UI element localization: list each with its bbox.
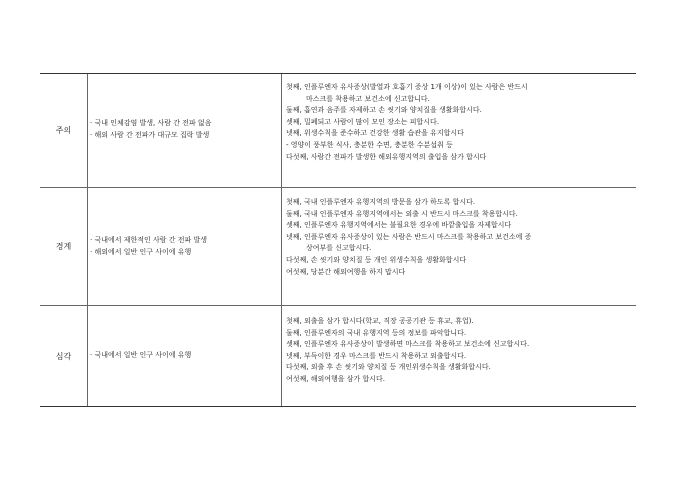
alert-level-label: 심각 [55, 352, 72, 361]
action-list [286, 316, 634, 386]
action-item: 둘째, 흡연과 음주를 자제하고 손 씻기와 양치질을 생활화합시다. [286, 106, 482, 115]
action-item: 넷째, 인플루엔자 유사증상이 있는 사람은 반드시 마스크를 착용하고 보건소에 증 [286, 232, 532, 241]
condition-item: · 해외에서 일반 인구 사이에 유행 [90, 248, 192, 256]
action-item: 넷째, 부득이한 경우 마스크를 반드시 착용하고 외출합시다. [286, 351, 467, 360]
alert-level-table [40, 73, 636, 407]
action-item: 여섯째, 해외여행을 삼가 합시다. [286, 374, 386, 383]
table-row-serious [40, 306, 636, 407]
condition-list [90, 234, 280, 258]
action-item: 여섯째, 당분간 해외여행을 하지 맙시다 [286, 267, 406, 276]
action-item: 둘째, 국내 인플루엔자 유행지역에서는 외출 시 반드시 마스크를 착용합시다. [286, 209, 518, 218]
condition-list [90, 349, 280, 361]
action-item: 첫째, 인플루엔자 유사증상(발열과 호흡기 증상 1개 이상)이 있는 사람은 반드시 [286, 83, 528, 91]
condition-item: · 국내에서 일반 인구 사이에 유행 [90, 351, 192, 359]
action-item: 셋째, 밀폐되고 사람이 많이 모인 장소는 피합시다. [286, 117, 440, 126]
action-item: 둘째, 인플루엔자의 국내 유행지역 등의 정보를 파악합니다. [286, 328, 467, 337]
condition-list [90, 117, 280, 141]
action-item: - 영양이 풍부한 식사, 충분한 수면, 충분한 수분섭취 등 [286, 140, 453, 149]
table-row-caution [40, 74, 636, 187]
action-list [286, 82, 634, 163]
action-item: 다섯째, 손 씻기와 양치질 등 개인 위생수칙을 생활화합시다 [286, 255, 467, 264]
alert-level-label: 주의 [55, 126, 72, 135]
alert-level-label: 경계 [55, 242, 72, 251]
condition-item: · 해외 사람 간 전파가 대규모 집락 발생 [90, 131, 210, 139]
condition-item: · 국내에서 제한적인 사람 간 전파 발생 [90, 236, 208, 244]
table-row-alert [40, 188, 636, 305]
action-item: 셋째, 인플루엔자 유사증상이 발생하면 마스크를 착용하고 보건소에 신고합시다. [286, 340, 530, 349]
action-list [286, 197, 634, 278]
condition-item: · 국내 인체감염 발생, 사람 간 전파 없음 [90, 119, 212, 127]
action-item: 첫째, 국내 인플루엔자 유행지역의 방문을 삼가 하도록 합시다. [286, 198, 476, 206]
action-item: 셋째, 인플루엔자 유행지역에서는 불필요한 경우에 바깥출입을 자제합시다 [286, 221, 512, 230]
action-item: 마스크를 착용하고 보건소에 신고합니다. [306, 94, 430, 103]
action-item: 상여부를 신고합시다. [306, 244, 372, 253]
action-item: 다섯째, 사람간 전파가 발생한 해외유행지역의 출입을 삼가 합시다 [286, 152, 487, 161]
action-item: 첫째, 외출을 삼가 합시다(학교, 직장 공공기관 등 휴교, 휴업). [286, 317, 474, 325]
action-item: 넷째, 위생수칙을 준수하고 건강한 생활 습관을 유지합시다 [286, 129, 464, 138]
action-item: 다섯째, 외출 후 손 씻기와 양치질 등 개인위생수칙을 생활화합시다. [286, 363, 491, 372]
